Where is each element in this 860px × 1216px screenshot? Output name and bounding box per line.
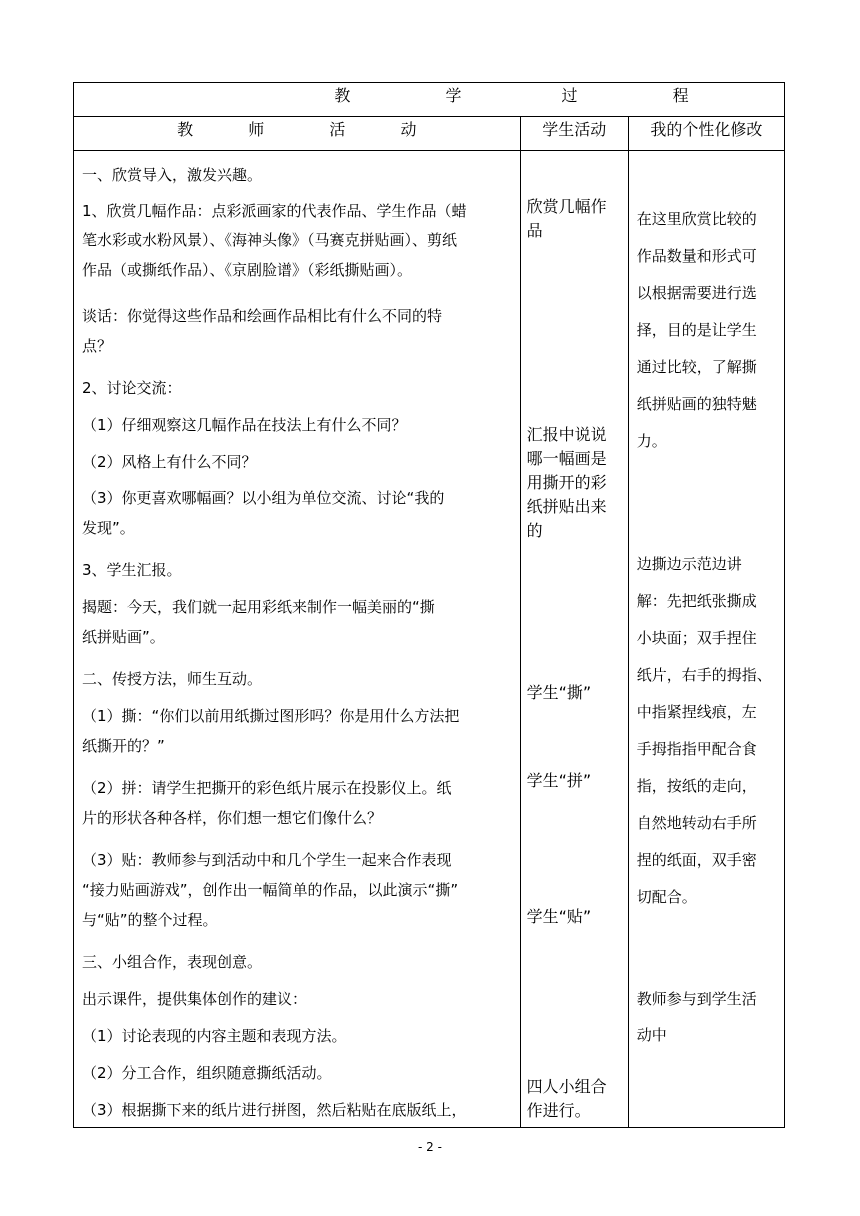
teacher-activity-line: （1）仔细观察这几幅作品在技法上有什么不同？ <box>82 416 407 434</box>
teacher-activity-line: （2）拼：请学生把撕开的彩色纸片展示在投影仪上。纸 <box>82 779 452 797</box>
header-student-activity: 学生活动 <box>520 117 628 151</box>
teacher-activity-line: 出示课件，提供集体创作的建议： <box>82 990 308 1008</box>
page-number: - 2 - <box>418 1140 442 1154</box>
student-activity-line: 四人小组合 <box>526 1077 607 1096</box>
modification-line: 解：先把纸张撕成 <box>636 592 757 610</box>
modification-line: 教师参与到学生活 <box>636 990 757 1008</box>
student-activity-line: 用撕开的彩 <box>526 473 607 492</box>
modification-line: 自然地转动右手所 <box>636 814 757 832</box>
teacher-activity-line: 笔水彩或水粉风景）、《海神头像》（马赛克拼贴画）、剪纸 <box>82 231 458 249</box>
teacher-activity-line: 3、学生汇报。 <box>82 561 182 579</box>
teacher-activity-line: （2）分工合作，组织随意撕纸活动。 <box>82 1064 332 1082</box>
teacher-activity-line: 纸撕开的？” <box>82 737 165 755</box>
teacher-activity-line: （1）撕：“你们以前用纸撕过图形吗？你是用什么方法把 <box>82 707 460 725</box>
table-title <box>74 83 785 117</box>
header-teacher-activity <box>74 117 521 151</box>
modification-line: 纸拼贴画的独特魅 <box>636 395 757 413</box>
modification-line: 纸片，右手的拇指、 <box>636 666 772 684</box>
modification-line: 作品数量和形式可 <box>636 247 757 265</box>
modification-line: 动中 <box>636 1026 667 1044</box>
modification-cell <box>628 151 784 1128</box>
student-activity-line: 作进行。 <box>526 1101 591 1120</box>
lesson-plan-table <box>73 82 785 1128</box>
teacher-activity-line: （1）讨论表现的内容主题和表现方法。 <box>82 1027 347 1045</box>
teacher-activity-line: 谈话：你觉得这些作品和绘画作品相比有什么不同的特 <box>82 307 443 325</box>
teacher-activity-line: （3）根据撕下来的纸片进行拼图，然后粘贴在底版纸上， <box>82 1101 467 1119</box>
modification-line: 边撕边示范边讲 <box>636 555 742 573</box>
header-char: 师 <box>248 120 265 139</box>
header-char: 活 <box>329 120 346 139</box>
student-activity-line: 学生“贴” <box>526 907 592 926</box>
student-activity-line: 欣赏几幅作 <box>526 197 607 216</box>
teacher-activity-line: 点？ <box>82 337 113 355</box>
teacher-activity-line: 1、欣赏几幅作品：点彩派画家的代表作品、学生作品（蜡 <box>82 202 467 220</box>
student-activity-line: 纸拼贴出来 <box>526 497 607 516</box>
modification-line: 以根据需要进行选 <box>636 284 757 302</box>
student-activity-line: 学生“拼” <box>526 771 592 790</box>
student-activity-line: 品 <box>526 221 543 240</box>
modification-line: 指，按纸的走向， <box>636 777 757 795</box>
teacher-activity-line: （3）贴：教师参与到活动中和几个学生一起来合作表现 <box>82 851 452 869</box>
modification-line: 在这里欣赏比较的 <box>636 210 757 228</box>
teacher-activity-line: 片的形状各种各样，你们想一想它们像什么？ <box>82 809 383 827</box>
modification-line: 小块面；双手捏住 <box>636 629 757 647</box>
modification-line: 中指紧捏线痕，左 <box>636 703 757 721</box>
teacher-activity-line: 二、传授方法，师生互动。 <box>82 670 263 688</box>
content-row <box>74 151 785 1128</box>
modification-line: 手拇指指甲配合食 <box>636 740 757 758</box>
modification-line: 切配合。 <box>636 888 697 906</box>
teacher-activity-line: 纸拼贴画”。 <box>82 628 165 646</box>
teacher-activity-line: “接力贴画游戏”，创作出一幅简单的作品，以此演示“撕” <box>82 881 459 899</box>
student-activity-line: 哪一幅画是 <box>526 449 607 468</box>
student-activity-line: 汇报中说说 <box>526 425 607 444</box>
modification-line: 通过比较，了解撕 <box>636 358 757 376</box>
modification-line: 力。 <box>636 432 667 450</box>
title-char: 学 <box>445 86 462 105</box>
teacher-activity-line: 揭题：今天，我们就一起用彩纸来制作一幅美丽的“撕 <box>82 598 435 616</box>
header-char: 动 <box>400 120 417 139</box>
teacher-activity-line: 作品（或撕纸作品）、《京剧脸谱》（彩纸撕贴画）。 <box>82 261 413 279</box>
modification-line: 择，目的是让学生 <box>636 321 757 339</box>
teacher-activity-cell <box>74 151 521 1128</box>
student-activity-line: 的 <box>526 521 543 540</box>
student-activity-line: 学生“撕” <box>526 683 592 702</box>
teacher-activity-line: 与“贴”的整个过程。 <box>82 911 218 929</box>
header-char: 教 <box>177 120 194 139</box>
teacher-activity-line: 发现”。 <box>82 519 135 537</box>
student-activity-cell <box>520 151 628 1128</box>
title-char: 程 <box>672 86 689 105</box>
teacher-activity-line: 一、欣赏导入，激发兴趣。 <box>82 166 263 184</box>
title-char: 教 <box>334 86 351 105</box>
teacher-activity-line: （3）你更喜欢哪幅画？以小组为单位交流、讨论“我的 <box>82 489 445 507</box>
table-title-row <box>74 83 785 117</box>
teacher-activity-line: 2、讨论交流： <box>82 379 182 397</box>
title-char: 过 <box>561 86 578 105</box>
teacher-activity-line: （2）风格上有什么不同？ <box>82 453 257 471</box>
column-header-row <box>74 117 785 151</box>
modification-line: 捏的纸面，双手密 <box>636 851 757 869</box>
header-modifications: 我的个性化修改 <box>628 117 784 151</box>
teacher-activity-line: 三、小组合作，表现创意。 <box>82 953 263 971</box>
